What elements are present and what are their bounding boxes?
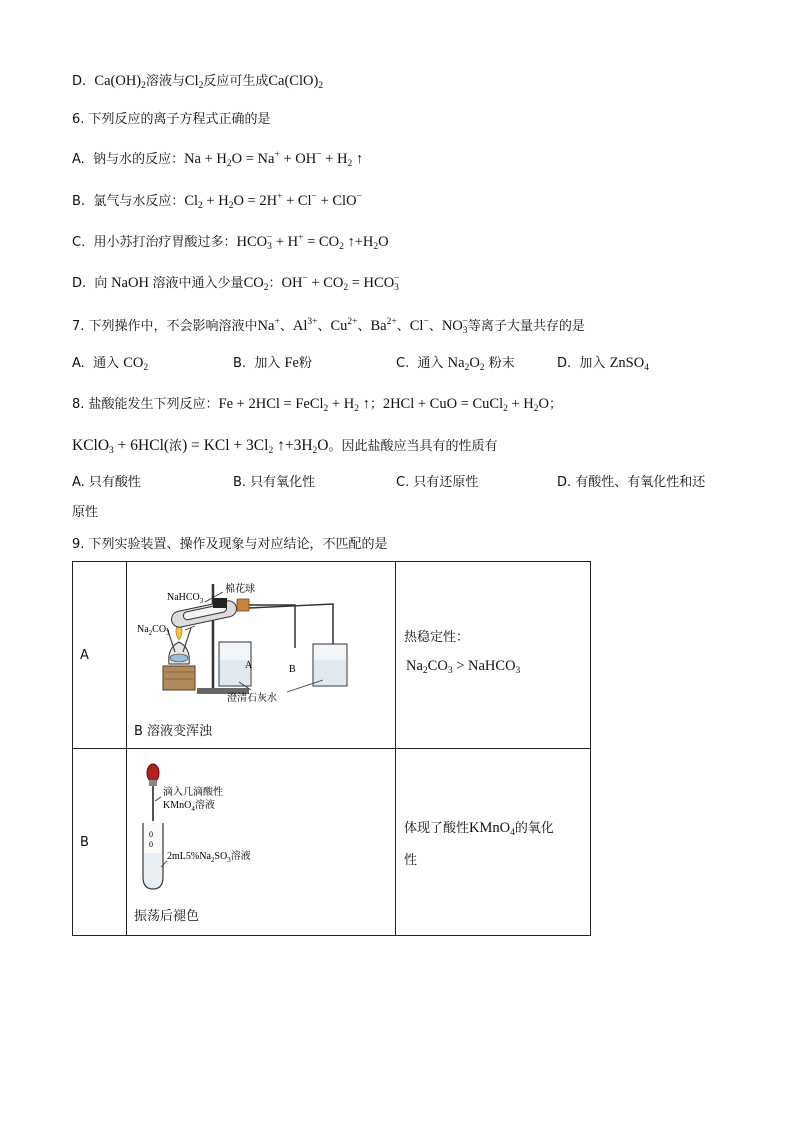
q7-option-b: B. 加入 Fe粉 [233, 355, 312, 371]
formula: $NO_3^-$ [441, 317, 468, 336]
phenomenon-text: B 溶液变浑浊 [134, 724, 213, 739]
table-row [73, 562, 591, 749]
q6-stem: 6. 下列反应的离子方程式正确的是 [72, 112, 271, 127]
formula: 2HCl + CuO = CuCl$_2$ + $H_2O$ [382, 396, 550, 414]
label-beaker-a: A [245, 660, 253, 671]
formula: $HCO_3^- + H^+ = CO_2$ $↑+H_2O$ [236, 233, 389, 252]
label-limewater: 澄清石灰水 [227, 693, 277, 702]
q7-option-a: A. 通入 $CO_2$ [72, 355, 149, 373]
label-kmno4: KMnO$_4$溶液 [163, 800, 215, 813]
formula: Fe + 2HCl = FeCl$_2$ + $H_2$ ↑ [218, 396, 370, 414]
q7-option-c: C. 通入 $Na_2O_2$ 粉末 [396, 355, 515, 373]
formula: $Na + H_2O = Na^+ + OH^- + H_2$ ↑ [184, 150, 364, 169]
label-nahco3: NaHCO$_3$ [167, 592, 204, 605]
q8-option-a: A. 只有酸性 [72, 475, 141, 490]
heating-apparatus-figure [127, 562, 395, 702]
formula: NaOH [107, 275, 153, 291]
label-na2so3: $2mL5\%Na_2SO_3$溶液 [167, 851, 251, 864]
q8-stem-line1: 8. 盐酸能发生下列反应：Fe + 2HCl = FeCl$_2$ + $H_2$ ↑；2HCl + CuO = CuCl$_2$ + $H_2O$； [72, 396, 563, 414]
q8-option-b: B. 只有氧化性 [233, 475, 316, 490]
conclusion-text: 体现了酸性KMnO$_4$的氧化 [404, 820, 554, 838]
figure-cell [127, 562, 396, 749]
conclusion-formula: $Na_2CO_3$ > NaHCO$_3$ [406, 658, 521, 676]
phenomenon-text: 振荡后褪色 [134, 909, 200, 924]
formula: Cl− [409, 317, 429, 334]
table-row [73, 749, 591, 936]
label-na2co3: $Na_2CO_3$ [137, 624, 170, 637]
formula: $Na_2O_2$ [447, 355, 485, 373]
q5-option-d: D. $Ca(OH)_2$溶液与$Cl_2$反应可生成$Ca(ClO)_2$ [72, 73, 324, 91]
q9-stem: 9. 下列实验装置、操作及现象与对应结论，不匹配的是 [72, 537, 388, 552]
conclusion-cell [396, 562, 591, 749]
q6-option-a: A. 钠与水的反应：$Na + H_2O = Na^+ + OH^- + H_2$ ↑ [72, 150, 364, 169]
q7-stem: 7. 下列操作中，不会影响溶液中Na+、$Al^{3+}$、$Cu^{2+}$、$Ba^{2+}$、Cl−、$NO_3^-$等离子大量共存的是 [72, 317, 585, 336]
formula: $Ca(ClO)_2$ [268, 73, 324, 91]
label-beaker-b: B [289, 664, 296, 675]
formula: $Cl_2$ [184, 73, 204, 91]
row-label-cell [73, 562, 127, 749]
formula: ZnSO$_4$ [609, 355, 649, 373]
formula: Na+ [257, 317, 280, 334]
q6-option-d: D. 向 NaOH 溶液中通入少量$CO_2$：$OH^- + CO_2 = HCO_3^-$ [72, 274, 400, 293]
label-cotton-ball: 棉花球 [225, 584, 255, 595]
q8-stem-line2: KClO$_3$ + 6HCl(浓) = KCl + $3Cl_2$ $↑+3H_2O$。因此盐酸应当具有的性质有 [72, 437, 498, 456]
label-drop-acid: 滴入几滴酸性 [163, 787, 223, 798]
formula: $Ca(OH)_2$ [94, 73, 146, 91]
row-label: B [80, 834, 89, 850]
q6-option-c: C. 用小苏打治疗胃酸过多：$HCO_3^- + H^+ = CO_2$ $↑+H_2O$ [72, 233, 389, 252]
formula: Fe [284, 355, 299, 371]
svg-text:0: 0 [149, 830, 153, 839]
dropper-tube-figure [127, 749, 395, 899]
formula: $CO_2$ [243, 275, 269, 293]
q8-option-d-continued: 原性 [72, 505, 99, 520]
q7-option-d: D. 加入 ZnSO$_4$ [557, 355, 649, 373]
figure-cell [127, 749, 396, 936]
conclusion-text-continued: 性 [404, 853, 418, 868]
formula: KClO$_3$ + 6HCl( [72, 437, 170, 456]
formula: $CO_2$ [123, 355, 149, 373]
formula: KMnO$_4$ [469, 820, 515, 838]
q8-option-d: D. 有酸性、有氧化性和还 [557, 475, 706, 490]
svg-text:0: 0 [149, 840, 153, 849]
formula: $Cl_2 + H_2O = 2H^+ + Cl^- + ClO^-$ [184, 192, 362, 211]
row-label: A [80, 647, 89, 663]
formula: $Al^{3+}$ [292, 317, 318, 334]
formula: $OH^- + CO_2 = HCO_3^-$ [281, 274, 400, 293]
q6-option-b: B. 氯气与水反应：$Cl_2 + H_2O = 2H^+ + Cl^- + ClO^-$ [72, 192, 362, 211]
conclusion-title: 热稳定性： [404, 630, 470, 645]
q8-option-c: C. 只有还原性 [396, 475, 479, 490]
conclusion-cell [396, 749, 591, 936]
formula: $Cu^{2+}$ [330, 317, 358, 334]
formula: ) = KCl + $3Cl_2$ $↑+3H_2O$ [182, 437, 329, 456]
formula: $Ba^{2+}$ [370, 317, 397, 334]
experiment-table [72, 561, 591, 936]
row-label-cell [73, 749, 127, 936]
